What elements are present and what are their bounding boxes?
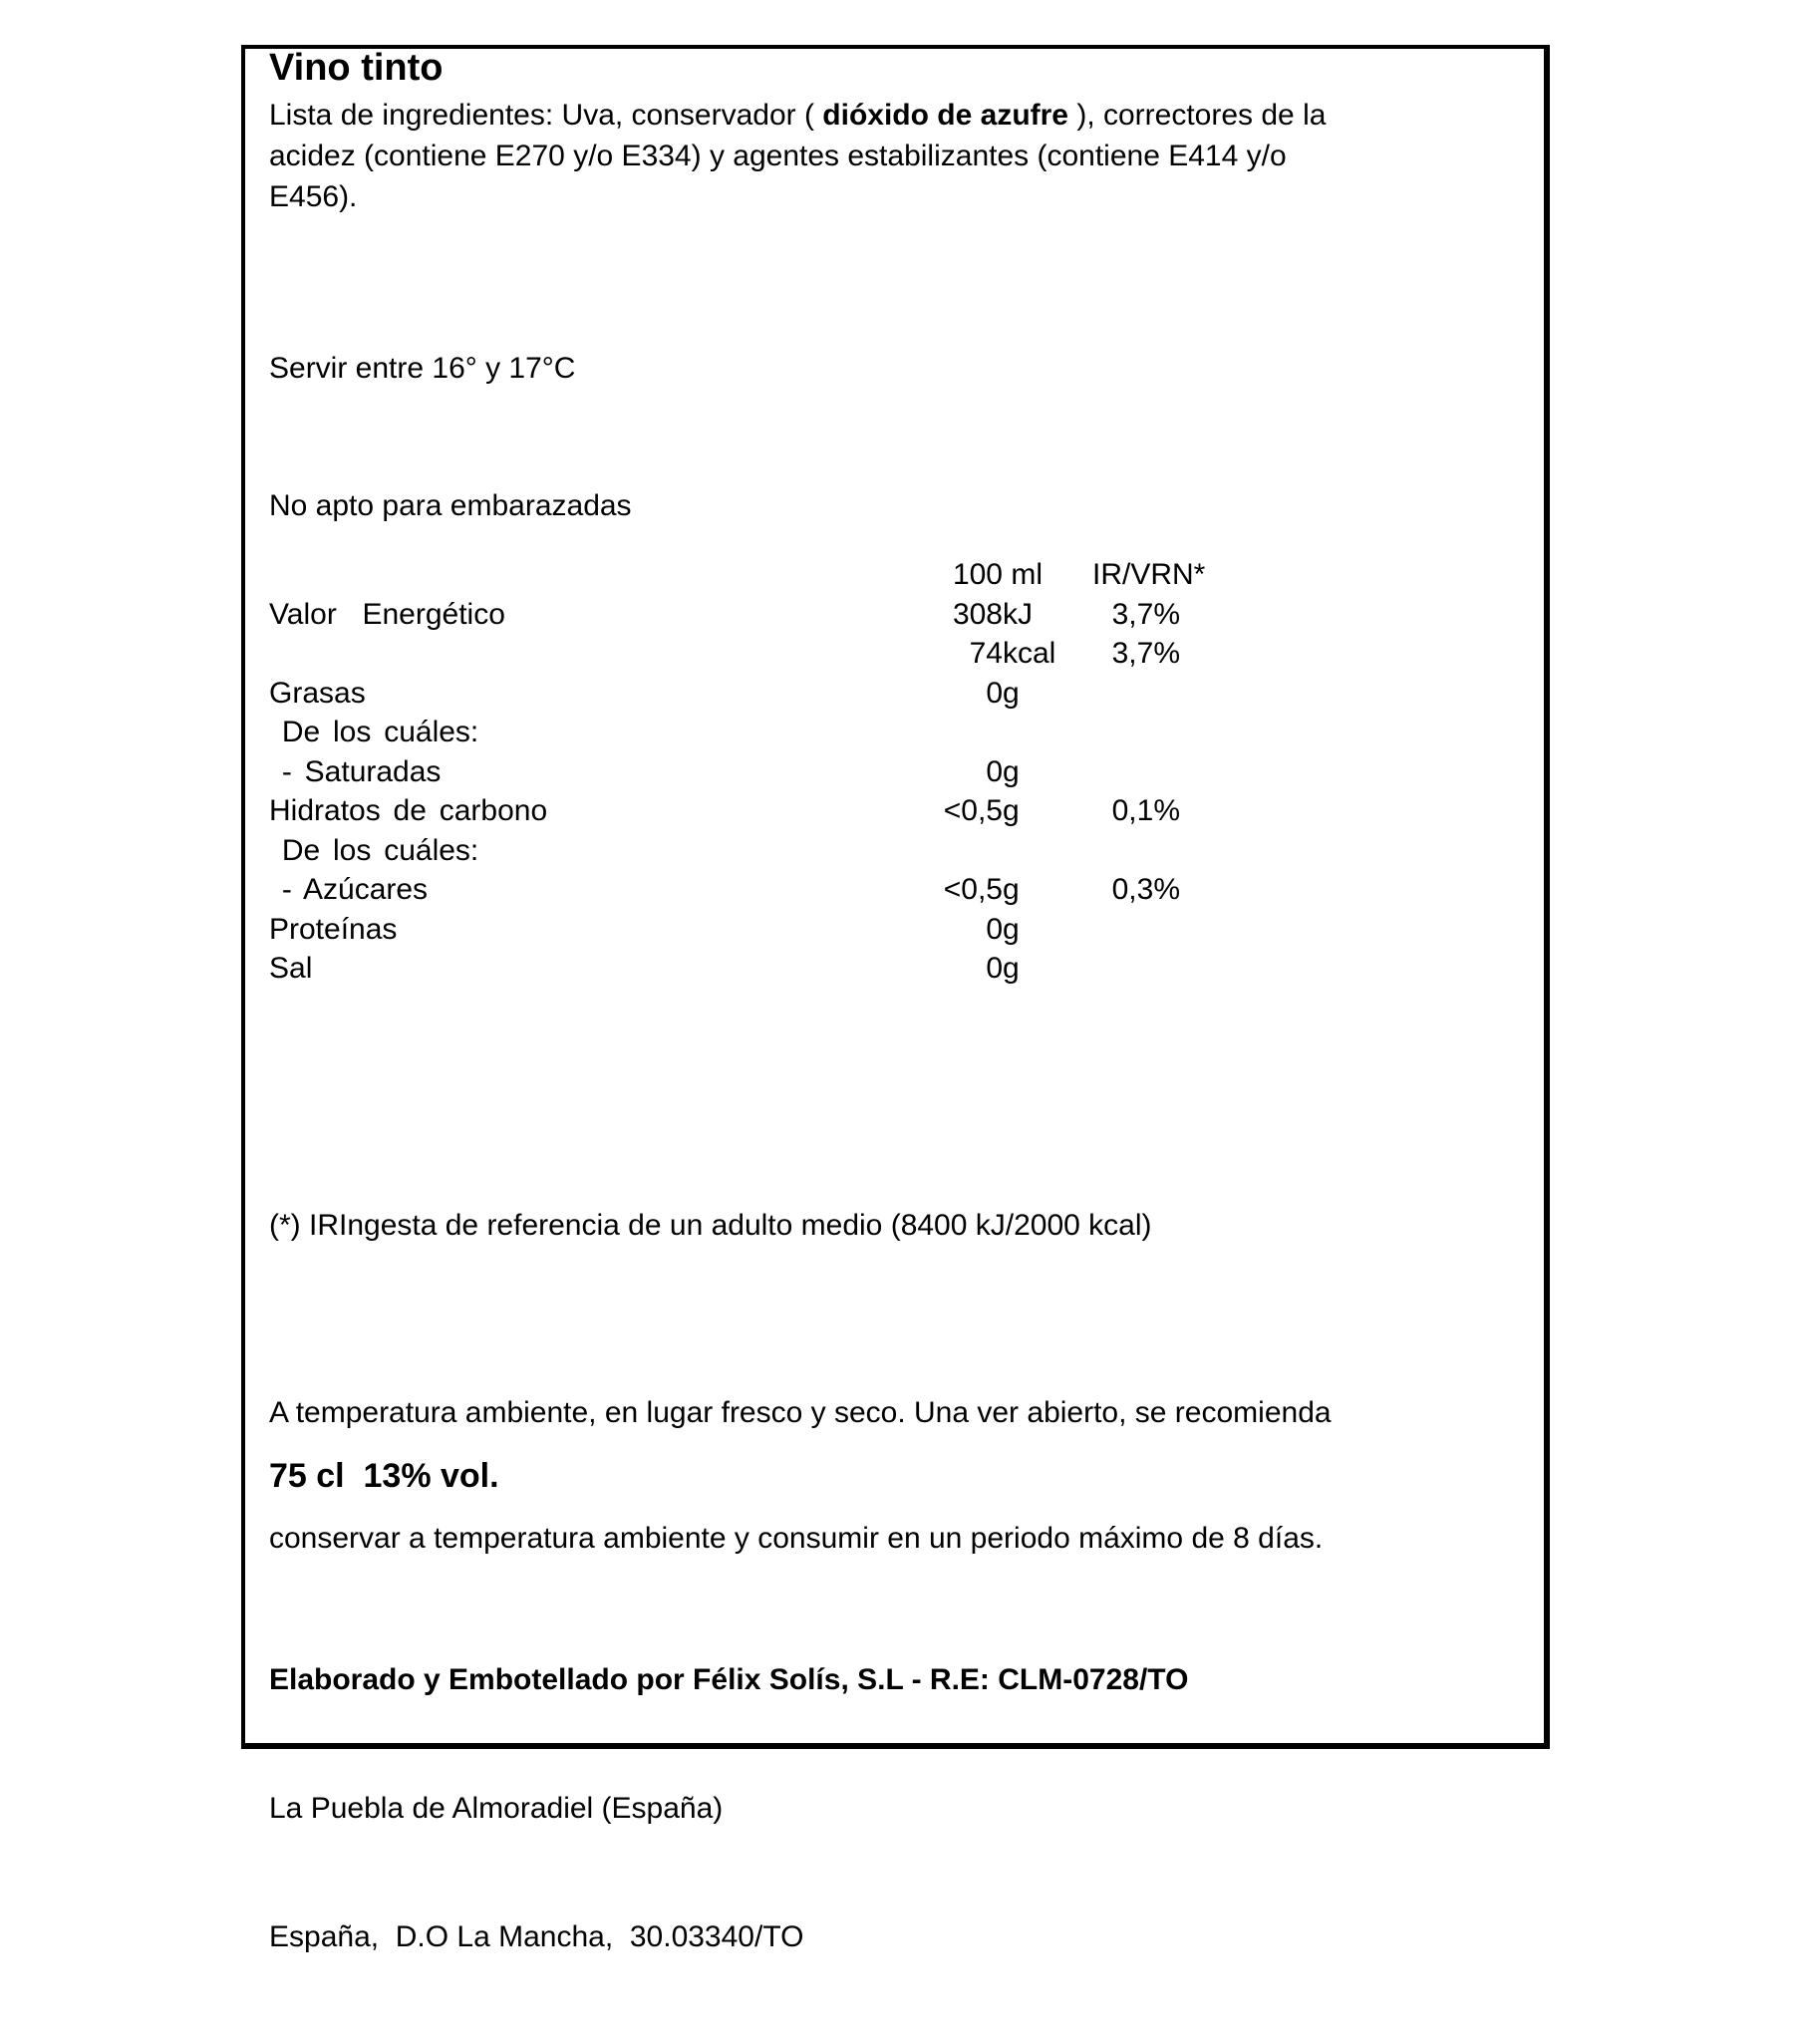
nutrition-percent — [1092, 674, 1180, 714]
reference-intake-footnote: (*) IRIngesta de referencia de un adulto medio (8400 kJ/2000 kcal) — [269, 1209, 1152, 1242]
nutrition-label: Grasas — [269, 676, 366, 710]
nutrition-percent-header: IR/VRN* — [1092, 558, 1206, 591]
nutrition-amount: 308 — [952, 597, 1003, 631]
storage-line-2: conservar a temperatura ambiente y consumir en un periodo máximo de 8 días. — [269, 1522, 1324, 1555]
nutrition-amount: 100 — [952, 558, 1003, 591]
nutrition-label: De los cuáles: — [269, 833, 479, 867]
nutrition-percent: 3,7% — [1111, 597, 1180, 631]
storage-line-1: A temperatura ambiente, en lugar fresco y seco. Una ver abierto, se recomienda — [269, 1396, 1332, 1429]
ingredients-bold-allergen: dióxido de azufre — [822, 99, 1068, 132]
nutrition-row-salt — [245, 949, 1544, 989]
producer-info — [269, 1573, 1188, 2044]
nutrition-row-of-which-2 — [245, 831, 1544, 871]
producer-location-line: La Puebla de Almoradiel (España) — [269, 1792, 724, 1825]
nutrition-amount: 74 — [969, 637, 1003, 670]
ingredients-paragraph — [269, 95, 1545, 217]
pregnancy-warning: No apto para embarazadas — [269, 489, 632, 522]
ingredients-text-cont: ), correctores de la — [1068, 99, 1327, 132]
nutrition-row-protein — [245, 910, 1544, 950]
nutrition-percent — [1092, 831, 1180, 871]
nutrition-percent — [1092, 752, 1180, 792]
nutrition-unit: g — [1003, 873, 1020, 906]
nutrition-label: Sal — [269, 952, 313, 985]
ingredients-text: Lista de ingredientes: Uva, conservador ( — [269, 99, 823, 132]
serving-temperature: Servir entre 16° y 17°C — [269, 352, 576, 385]
nutrition-unit: ml — [1003, 558, 1043, 591]
nutrition-unit: g — [1003, 676, 1020, 710]
nutrition-percent: 3,7% — [1111, 637, 1180, 670]
nutrition-amount: <0,5 — [943, 873, 1003, 906]
nutrition-label — [269, 555, 767, 595]
nutrition-amount — [767, 713, 1003, 752]
ingredients-line-2: acidez (contiene E270 y/o E334) y agentes estabilizantes (contiene E414 y/o — [269, 140, 1287, 172]
nutrition-percent — [1092, 713, 1180, 752]
nutrition-unit: g — [1003, 952, 1020, 985]
nutrition-label: Valor Energético — [269, 597, 505, 631]
nutrition-label: De los cuáles: — [269, 716, 479, 748]
nutrition-unit: g — [1003, 754, 1020, 788]
volume-and-abv: 75 cl 13% vol. — [269, 1457, 499, 1495]
nutrition-amount: 0 — [986, 952, 1003, 985]
nutrition-row-saturated — [245, 752, 1544, 792]
nutrition-percent: 0,3% — [1111, 873, 1180, 906]
nutrition-row-sugars — [245, 870, 1544, 910]
nutrition-label: - Saturadas — [269, 754, 442, 788]
nutrition-amount: 0 — [986, 754, 1003, 788]
nutrition-row-energy-kj — [245, 595, 1544, 635]
nutrition-unit: kJ — [1003, 597, 1033, 631]
product-title: Vino tinto — [269, 47, 444, 89]
nutrition-amount: 0 — [986, 912, 1003, 946]
nutrition-label — [269, 634, 767, 674]
producer-name-line: Elaborado y Embotellado por Félix Solís, S.L - R.E: CLM-0728/TO — [269, 1663, 1189, 1696]
nutrition-unit — [1003, 713, 1092, 752]
nutrition-unit: kcal — [1003, 637, 1056, 670]
nutrition-label: Proteínas — [269, 912, 398, 946]
nutrition-unit: g — [1003, 794, 1020, 827]
nutrition-percent — [1092, 910, 1180, 950]
nutrition-amount — [767, 831, 1003, 871]
nutrition-label: Hidratos de carbono — [269, 794, 548, 827]
nutrition-amount: 0 — [986, 676, 1003, 710]
label-frame — [241, 45, 1550, 1953]
nutrition-row-carbs — [245, 791, 1544, 831]
nutrition-header-row — [245, 555, 1544, 595]
producer-origin-line: España, D.O La Mancha, 30.03340/TO — [269, 1920, 804, 1953]
nutrition-row-fat — [245, 674, 1544, 714]
nutrition-amount: <0,5 — [943, 794, 1003, 827]
nutrition-table — [245, 555, 1544, 989]
nutrition-percent: 0,1% — [1111, 794, 1180, 827]
nutrition-unit: g — [1003, 912, 1020, 946]
nutrition-unit — [1003, 831, 1092, 871]
ingredients-line-1 — [269, 95, 1545, 136]
nutrition-label: - Azúcares — [269, 873, 429, 906]
nutrition-row-energy-kcal — [245, 634, 1544, 674]
nutrition-row-of-which-1 — [245, 713, 1544, 752]
nutrition-percent — [1092, 949, 1180, 989]
ingredients-line-3: E456). — [269, 180, 358, 213]
